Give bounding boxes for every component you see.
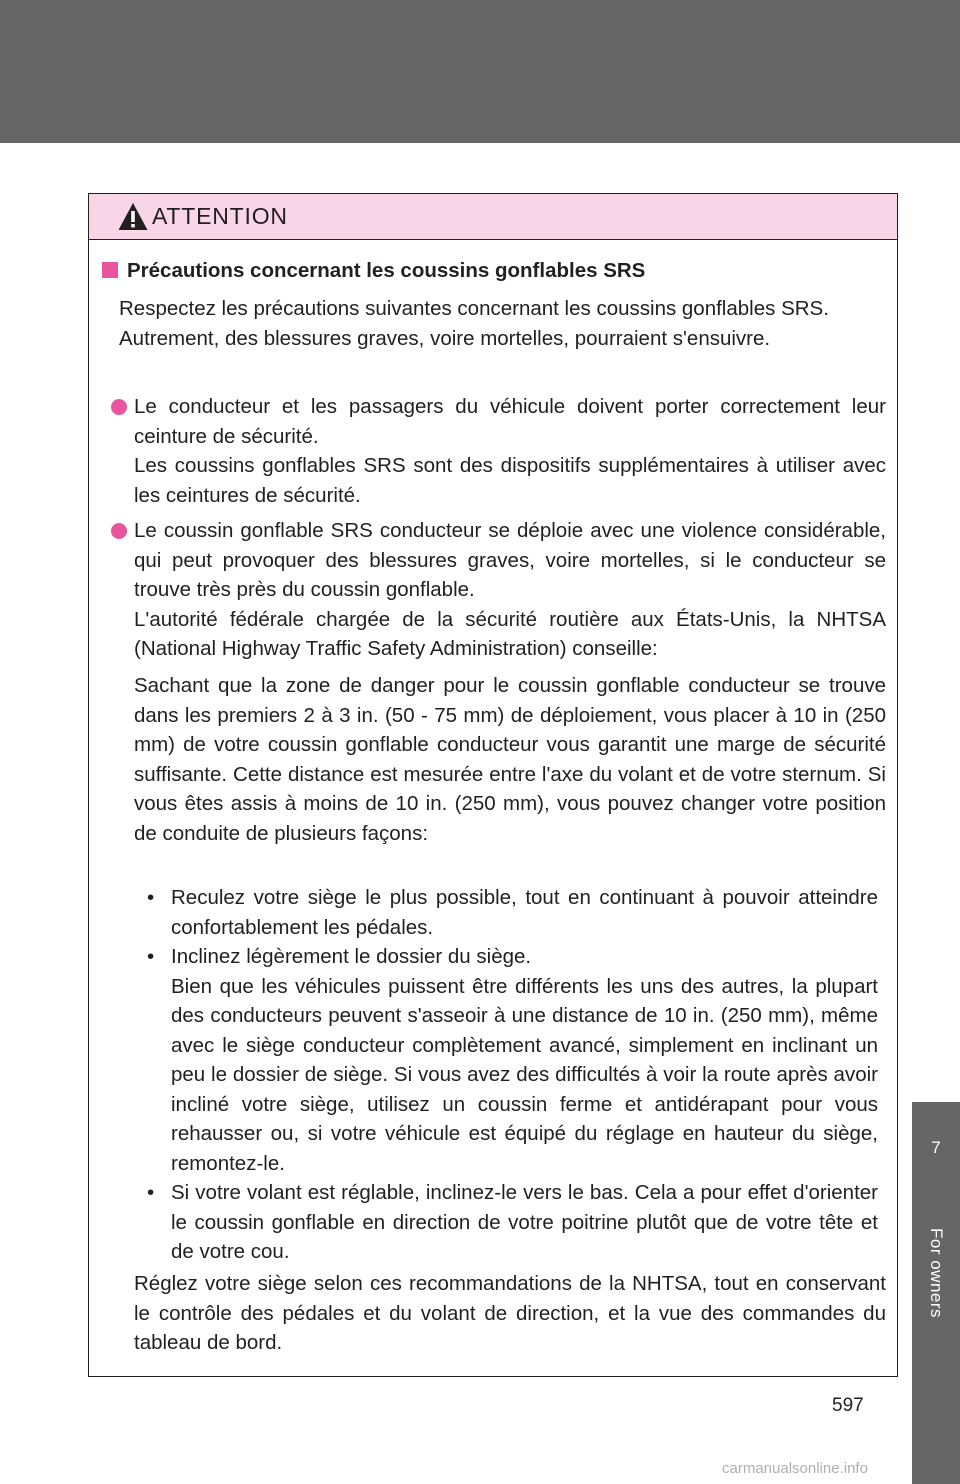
square-bullet-icon xyxy=(102,262,118,278)
chapter-title: For owners xyxy=(927,1228,946,1319)
attention-heading: ATTENTION xyxy=(152,203,288,229)
attention-box xyxy=(88,193,898,1377)
chapter-number: 7 xyxy=(931,1138,941,1157)
round-bullet-icon xyxy=(111,523,127,539)
attention-header xyxy=(89,194,897,240)
list-item xyxy=(142,1178,878,1267)
bullet-text: Les coussins gonflables SRS sont des dispositifs supplémentaires à utiliser avec les ceintures de sécurité. xyxy=(134,454,886,507)
list-item xyxy=(142,883,878,942)
list-item-text: Reculez votre siège le plus possible, tout en continuant à pouvoir atteindre confortablement les pédales. xyxy=(171,886,878,939)
bullet-text: Le coussin gonflable SRS conducteur se déploie avec une violence considérable, qui peut provoquer des blessures graves, voire mortelles, si le conducteur se trouve très près du coussin gonflable. xyxy=(134,519,886,601)
chapter-side-tab xyxy=(912,1102,960,1484)
bullet-text: L'autorité fédérale chargée de la sécurité routière aux États-Unis, la NHTSA (National Highway Traffic Safety Administration) conseille: xyxy=(134,607,886,660)
list-item-text: Inclinez légèrement le dossier du siège. xyxy=(171,945,532,968)
sub-bullet-list xyxy=(142,883,878,1267)
list-item xyxy=(142,942,878,1178)
intro-line-2: Autrement, des blessures graves, voire mortelles, pourraient s'ensuivre. xyxy=(119,326,771,350)
intro-line-1: Respectez les précautions suivantes concernant les coussins gonflables SRS. xyxy=(119,297,829,320)
closing-paragraph: Réglez votre siège selon ces recommandations de la NHTSA, tout en conservant le contrôle des pédales et du volant de direction, et la vue des commandes du tableau de bord. xyxy=(134,1272,886,1354)
intro-paragraph xyxy=(119,294,886,353)
warning-triangle-icon xyxy=(117,201,149,233)
dot-bullet: • xyxy=(147,1181,155,1204)
bullet-text: Le conducteur et les passagers du véhicule doivent porter correctement leur ceinture de sécurité. xyxy=(134,395,886,448)
round-bullet-icon xyxy=(111,399,127,415)
dot-bullet: • xyxy=(147,945,155,968)
section-title-text: Précautions concernant les coussins gonflables SRS xyxy=(127,259,646,282)
watermark: carmanualsonline.info xyxy=(722,1460,868,1477)
section-title xyxy=(102,256,645,286)
page-number: 597 xyxy=(832,1395,864,1416)
list-item-text: Bien que les véhicules puissent être différents les uns des autres, la plupart des conducteurs peuvent s'asseoir à une distance de 10 in. (250 mm), même avec le siège conducteur complètement avancé, simplement en inclinant un peu le dossier de siège. Si vous avez des difficultés à voir la route après avoir incliné votre siège, utilisez un coussin ferme et antidérapant pour vous rehausser ou, si votre véhicule est équipé du réglage en hauteur du siège, remontez-le. xyxy=(171,974,878,1175)
top-band xyxy=(0,0,960,143)
bullet-item xyxy=(134,516,886,664)
dot-bullet: • xyxy=(147,886,155,909)
list-item-text: Si votre volant est réglable, inclinez-le vers le bas. Cela a pour effet d'orienter le coussin gonflable en direction de votre poitrine plutôt que de votre tête et de votre cou. xyxy=(171,1181,878,1263)
bullet-item xyxy=(134,392,886,510)
nhtsa-paragraph: Sachant que la zone de danger pour le coussin gonflable conducteur se trouve dans les premiers 2 à 3 in. (50 - 75 mm) de déploiement, vous placer à 10 in (250 mm) de votre coussin gonflable conducteur vous garantit une marge de sécurité suffisante. Cette distance est mesurée entre l'axe du volant et de votre sternum. Si vous êtes assis à moins de 10 in. (250 mm), vous pouvez changer votre position de conduite de plusieurs façons: xyxy=(134,674,886,845)
